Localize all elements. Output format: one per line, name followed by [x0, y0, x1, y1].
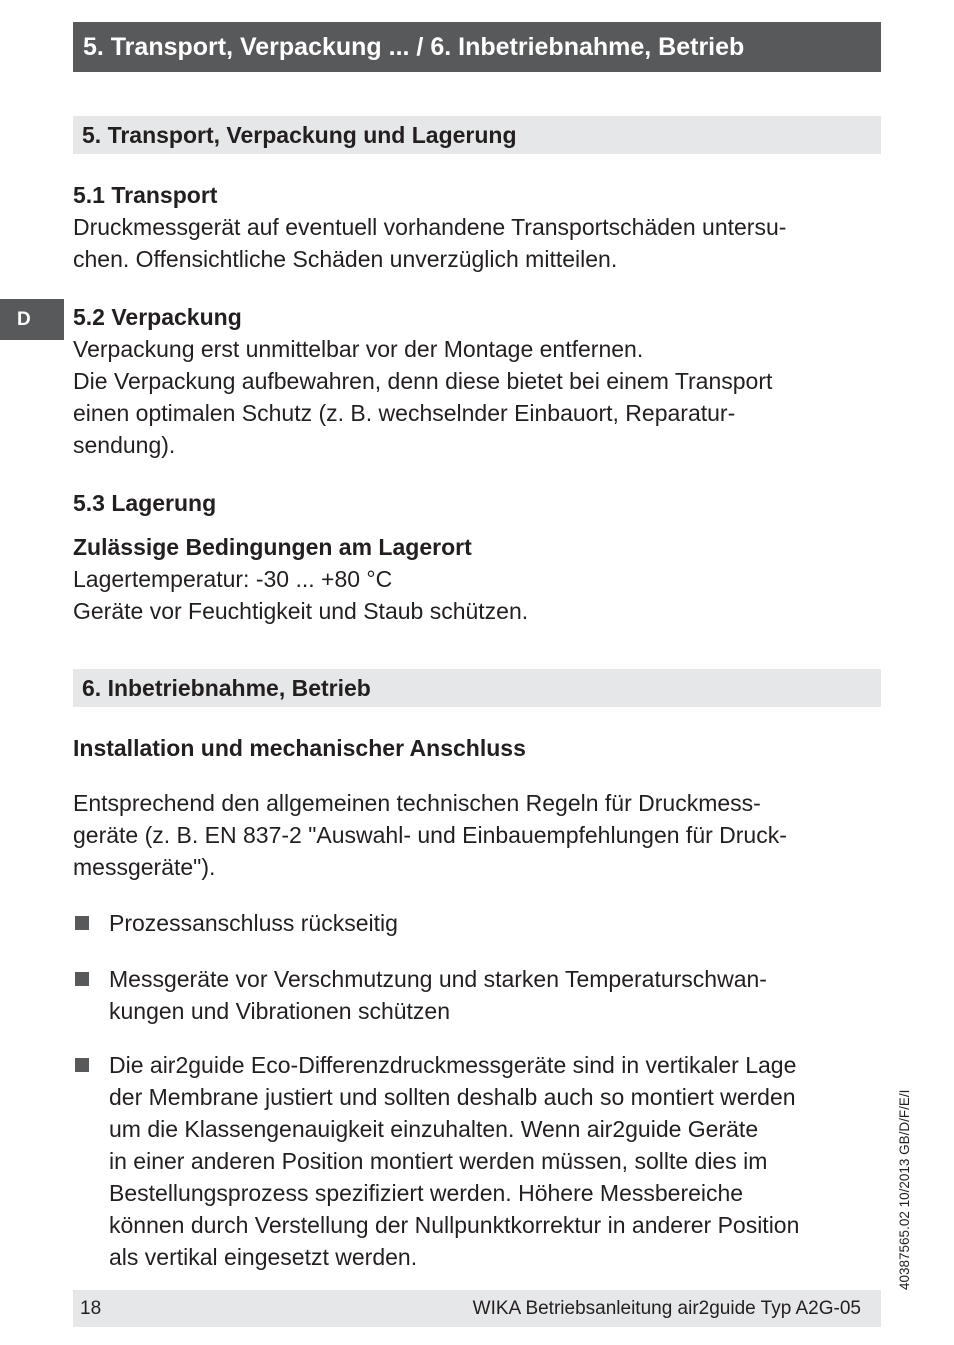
page-header: 5. Transport, Verpackung ... / 6. Inbetriebnahme, Betrieb	[73, 22, 881, 72]
text-line: Die air2guide Eco-Differenzdruckmessgeräte sind in vertikaler Lage	[109, 1052, 797, 1078]
text-line: in einer anderen Position montiert werden müssen, sollte dies im	[109, 1148, 768, 1174]
section-5-1	[73, 179, 873, 275]
text-line: Verpackung erst unmittelbar vor der Montage entfernen.	[73, 336, 644, 362]
text-line: Messgeräte vor Verschmutzung und starken Temperaturschwan-	[109, 966, 767, 992]
bullet-square-icon	[75, 1058, 89, 1072]
text-line: sendung).	[73, 432, 176, 458]
text-line: Entsprechend den allgemeinen technischen Regeln für Druckmess-	[73, 790, 761, 816]
text-line: einen optimalen Schutz (z. B. wechselnder Einbauort, Reparatur-	[73, 400, 736, 426]
section-5-2	[73, 301, 873, 461]
section-5-1-title: 5.1 Transport	[73, 182, 218, 208]
footer-doc-title: WIKA Betriebsanleitung air2guide Typ A2G-05	[472, 1298, 861, 1319]
text-line: Prozessanschluss rückseitig	[109, 910, 398, 936]
text-line: chen. Offensichtliche Schäden unverzüglich mitteilen.	[73, 246, 618, 272]
text-line: geräte (z. B. EN 837-2 "Auswahl- und Einbauempfehlungen für Druck-	[73, 822, 787, 848]
text-line: Druckmessgerät auf eventuell vorhandene Transportschäden untersu-	[73, 214, 787, 240]
installation-title: Installation und mechanischer Anschluss	[73, 735, 526, 761]
section-5-3	[73, 487, 873, 519]
text-line: als vertikal eingesetzt werden.	[109, 1244, 418, 1270]
page-footer	[73, 1290, 881, 1327]
section-5-3-title: 5.3 Lagerung	[73, 490, 217, 516]
section-5-3-conditions	[73, 531, 873, 627]
section-5-heading: 5. Transport, Verpackung und Lagerung	[73, 116, 881, 154]
text-line: kungen und Vibrationen schützen	[109, 998, 451, 1024]
text-line: um die Klassengenauigkeit einzuhalten. Wenn air2guide Geräte	[109, 1116, 759, 1142]
text-line: Bestellungsprozess spezifiziert werden. Höhere Messbereiche	[109, 1180, 744, 1206]
page-number: 18	[80, 1298, 102, 1319]
section-6-heading: 6. Inbetriebnahme, Betrieb	[73, 669, 881, 707]
bullet-square-icon	[75, 972, 89, 986]
text-line: Geräte vor Feuchtigkeit und Staub schützen.	[73, 598, 529, 624]
text-line: messgeräte").	[73, 854, 216, 880]
section-6-subtitle-block	[73, 732, 873, 764]
language-tab: D	[0, 299, 64, 340]
text-line: Lagertemperatur: -30 ... +80 °C	[73, 566, 393, 592]
document-code: 40387565.02 10/2013 GB/D/F/E/I	[897, 1089, 912, 1290]
text-line: können durch Verstellung der Nullpunktkorrektur in anderer Position	[109, 1212, 800, 1238]
storage-conditions-title: Zulässige Bedingungen am Lagerort	[73, 534, 472, 560]
section-6-intro	[73, 787, 873, 883]
text-line: Die Verpackung aufbewahren, denn diese bietet bei einem Transport	[73, 368, 773, 394]
bullet-square-icon	[75, 916, 89, 930]
text-line: der Membrane justiert und sollten deshalb auch so montiert werden	[109, 1084, 796, 1110]
section-5-2-title: 5.2 Verpackung	[73, 304, 242, 330]
